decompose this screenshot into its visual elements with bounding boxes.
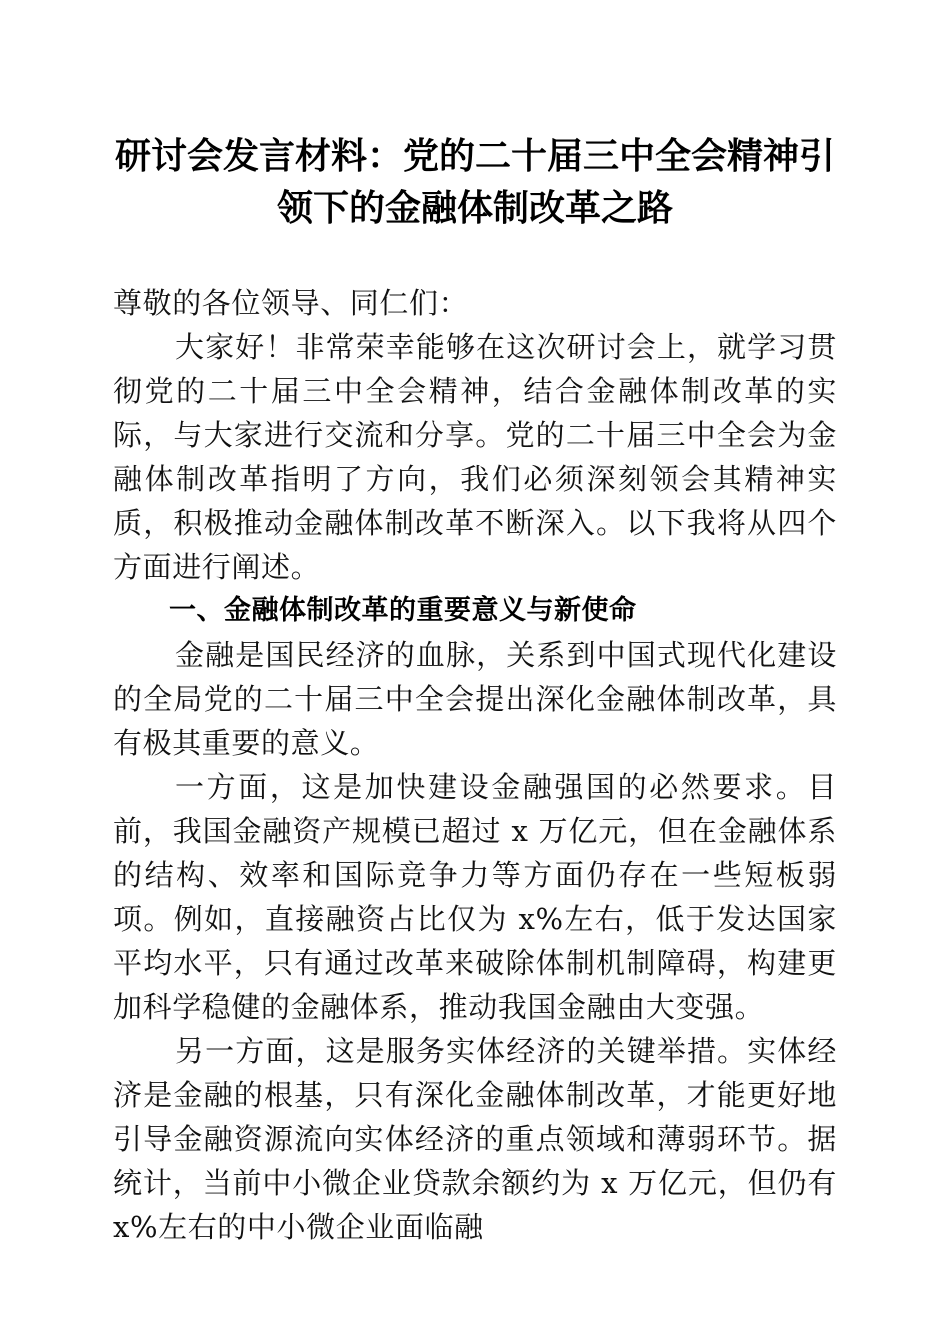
paragraph-section-1-body-3: 另一方面，这是服务实体经济的关键举措。实体经济是金融的根基，只有深化金融体制改革，才能更好地引导金融资源流向实体经济的重点领域和薄弱环节。据统计，当前中小微企业贷款余额约为 x 万亿元，但仍有 x%左右的中小微企业面临融 xyxy=(113,1034,837,1244)
paragraph-opening: 大家好！非常荣幸能够在这次研讨会上，就学习贯彻党的二十届三中全会精神，结合金融体制改革的实际，与大家进行交流和分享。党的二十届三中全会为金融体制改革指明了方向，我们必须深刻领会其精神实质，积极推动金融体制改革不断深入。以下我将从四个方面进行阐述。 xyxy=(113,330,837,584)
document-content xyxy=(113,0,837,1249)
section-heading-1: 一、金融体制改革的重要意义与新使命 xyxy=(169,595,637,626)
paragraph-section-1-body-2: 一方面，这是加快建设金融强国的必然要求。目前，我国金融资产规模已超过 x 万亿元，但在金融体系的结构、效率和国际竞争力等方面仍存在一些短板弱项。例如，直接融资占比仅为 x%左右，低于发达国家平均水平，只有通过改革来破除体制机制障碍，构建更加科学稳健的金融体系，推动我国金融由大变强。 xyxy=(113,770,837,1024)
page-title-line-2: 领下的金融体制改革之路 xyxy=(276,188,673,228)
page-title xyxy=(113,0,837,234)
document-body xyxy=(113,281,837,1249)
salutation: 尊敬的各位领导、同仁们： xyxy=(113,286,469,320)
page-title-line-1: 研讨会发言材料：党的二十届三中全会精神引 xyxy=(114,136,835,176)
paragraph-section-1-body-1: 金融是国民经济的血脉，关系到中国式现代化建设的全局党的二十届三中全会提出深化金融体制改革，具有极其重要的意义。 xyxy=(113,638,837,760)
